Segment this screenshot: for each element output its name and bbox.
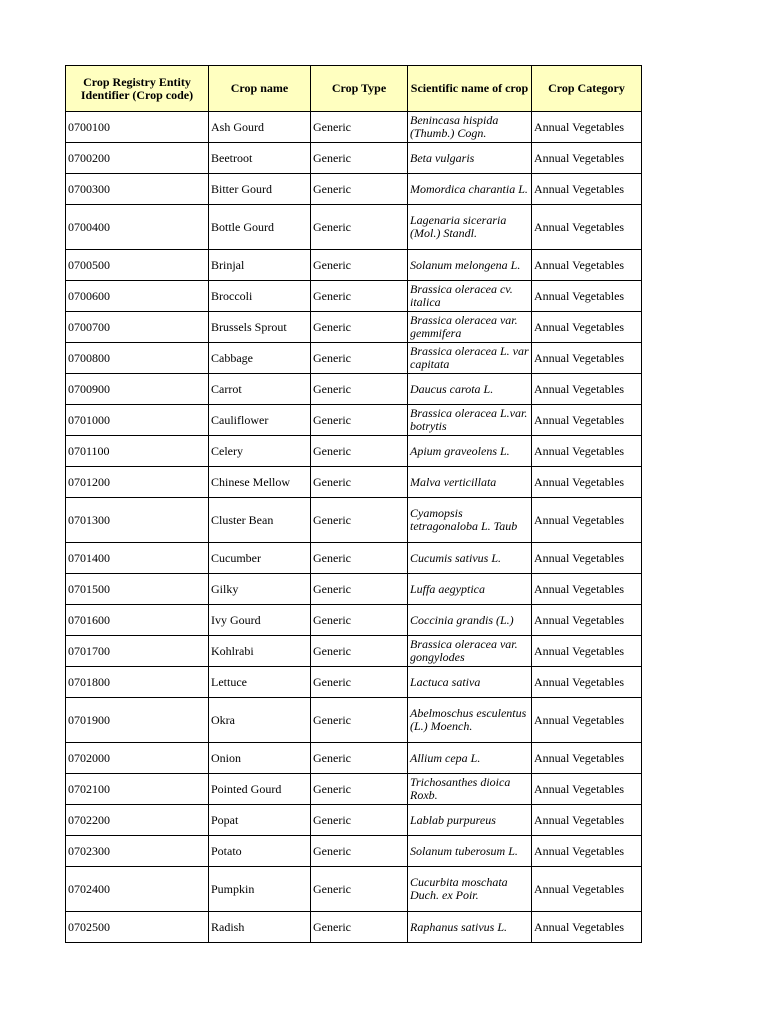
crop-name-cell: Celery: [209, 436, 311, 467]
header-crop-category: Crop Category: [532, 66, 642, 112]
crop-code-cell: 0700400: [66, 205, 209, 250]
crop-name-cell: Carrot: [209, 374, 311, 405]
scientific-name-cell: Lagenaria siceraria (Mol.) Standl.: [408, 205, 532, 250]
crop-code-cell: 0700100: [66, 112, 209, 143]
table-header: [66, 66, 642, 112]
crop-type-cell: Generic: [311, 436, 408, 467]
header-scientific-name: Scientific name of crop: [408, 66, 532, 112]
crop-code-cell: 0702200: [66, 805, 209, 836]
scientific-name-cell: Apium graveolens L.: [408, 436, 532, 467]
crop-category-cell: Annual Vegetables: [532, 374, 642, 405]
table-row: [66, 605, 642, 636]
table-row: [66, 143, 642, 174]
crop-name-cell: Pumpkin: [209, 867, 311, 912]
table-row: [66, 374, 642, 405]
crop-code-cell: 0701100: [66, 436, 209, 467]
table-row: [66, 405, 642, 436]
scientific-name-cell: Allium cepa L.: [408, 743, 532, 774]
crop-category-cell: Annual Vegetables: [532, 698, 642, 743]
table-row: [66, 343, 642, 374]
crop-name-cell: Ivy Gourd: [209, 605, 311, 636]
table-row: [66, 574, 642, 605]
table-row: [66, 805, 642, 836]
crop-name-cell: Okra: [209, 698, 311, 743]
crop-type-cell: Generic: [311, 667, 408, 698]
table-row: [66, 774, 642, 805]
crop-name-cell: Broccoli: [209, 281, 311, 312]
header-row: [66, 66, 642, 112]
crop-name-cell: Cluster Bean: [209, 498, 311, 543]
crop-type-cell: Generic: [311, 374, 408, 405]
crop-code-cell: 0701500: [66, 574, 209, 605]
table-row: [66, 174, 642, 205]
crop-name-cell: Cucumber: [209, 543, 311, 574]
crop-code-cell: 0701300: [66, 498, 209, 543]
crop-category-cell: Annual Vegetables: [532, 498, 642, 543]
table-body: [66, 112, 642, 943]
crop-code-cell: 0700600: [66, 281, 209, 312]
scientific-name-cell: Brassica oleracea var. gongylodes: [408, 636, 532, 667]
crop-code-cell: 0701400: [66, 543, 209, 574]
crop-type-cell: Generic: [311, 112, 408, 143]
crop-code-cell: 0701900: [66, 698, 209, 743]
crop-type-cell: Generic: [311, 836, 408, 867]
crop-code-cell: 0702000: [66, 743, 209, 774]
crop-name-cell: Cabbage: [209, 343, 311, 374]
crop-category-cell: Annual Vegetables: [532, 250, 642, 281]
crop-name-cell: Bitter Gourd: [209, 174, 311, 205]
crop-category-cell: Annual Vegetables: [532, 636, 642, 667]
crop-name-cell: Chinese Mellow: [209, 467, 311, 498]
scientific-name-cell: Solanum melongena L.: [408, 250, 532, 281]
table-row: [66, 312, 642, 343]
crop-name-cell: Radish: [209, 912, 311, 943]
crop-code-cell: 0702400: [66, 867, 209, 912]
crop-category-cell: Annual Vegetables: [532, 805, 642, 836]
crop-type-cell: Generic: [311, 698, 408, 743]
table-row: [66, 912, 642, 943]
crop-name-cell: Pointed Gourd: [209, 774, 311, 805]
scientific-name-cell: Lactuca sativa: [408, 667, 532, 698]
table-row: [66, 867, 642, 912]
crop-code-cell: 0701000: [66, 405, 209, 436]
crop-type-cell: Generic: [311, 143, 408, 174]
scientific-name-cell: Brassica oleracea L. var capitata: [408, 343, 532, 374]
crop-type-cell: Generic: [311, 343, 408, 374]
crop-name-cell: Brinjal: [209, 250, 311, 281]
scientific-name-cell: Luffa aegyptica: [408, 574, 532, 605]
scientific-name-cell: Brassica oleracea var. gemmifera: [408, 312, 532, 343]
crop-type-cell: Generic: [311, 805, 408, 836]
table-row: [66, 467, 642, 498]
crop-category-cell: Annual Vegetables: [532, 467, 642, 498]
crop-category-cell: Annual Vegetables: [532, 543, 642, 574]
table-row: [66, 667, 642, 698]
crop-name-cell: Cauliflower: [209, 405, 311, 436]
table-row: [66, 250, 642, 281]
header-crop-name: Crop name: [209, 66, 311, 112]
crop-category-cell: Annual Vegetables: [532, 743, 642, 774]
crop-name-cell: Ash Gourd: [209, 112, 311, 143]
scientific-name-cell: Daucus carota L.: [408, 374, 532, 405]
crop-type-cell: Generic: [311, 636, 408, 667]
crop-code-cell: 0700300: [66, 174, 209, 205]
crop-type-cell: Generic: [311, 281, 408, 312]
crop-category-cell: Annual Vegetables: [532, 312, 642, 343]
crop-code-cell: 0701600: [66, 605, 209, 636]
crop-name-cell: Gilky: [209, 574, 311, 605]
crop-name-cell: Kohlrabi: [209, 636, 311, 667]
crop-code-cell: 0700800: [66, 343, 209, 374]
scientific-name-cell: Solanum tuberosum L.: [408, 836, 532, 867]
crop-type-cell: Generic: [311, 867, 408, 912]
table-row: [66, 636, 642, 667]
scientific-name-cell: Brassica oleracea cv. italica: [408, 281, 532, 312]
table-row: [66, 205, 642, 250]
table-row: [66, 698, 642, 743]
table-row: [66, 743, 642, 774]
crop-type-cell: Generic: [311, 312, 408, 343]
scientific-name-cell: Benincasa hispida (Thumb.) Cogn.: [408, 112, 532, 143]
crop-code-cell: 0702300: [66, 836, 209, 867]
scientific-name-cell: Cucurbita moschata Duch. ex Poir.: [408, 867, 532, 912]
crop-type-cell: Generic: [311, 498, 408, 543]
crop-name-cell: Potato: [209, 836, 311, 867]
scientific-name-cell: Raphanus sativus L.: [408, 912, 532, 943]
crop-type-cell: Generic: [311, 912, 408, 943]
crop-code-cell: 0701800: [66, 667, 209, 698]
crop-category-cell: Annual Vegetables: [532, 143, 642, 174]
table-row: [66, 836, 642, 867]
crop-name-cell: Onion: [209, 743, 311, 774]
crop-category-cell: Annual Vegetables: [532, 774, 642, 805]
crop-category-cell: Annual Vegetables: [532, 574, 642, 605]
crop-category-cell: Annual Vegetables: [532, 667, 642, 698]
crop-type-cell: Generic: [311, 574, 408, 605]
crop-category-cell: Annual Vegetables: [532, 205, 642, 250]
crop-type-cell: Generic: [311, 250, 408, 281]
crop-category-cell: Annual Vegetables: [532, 912, 642, 943]
crop-name-cell: Brussels Sprout: [209, 312, 311, 343]
header-crop-code: Crop Registry Entity Identifier (Crop code): [66, 66, 209, 112]
scientific-name-cell: Beta vulgaris: [408, 143, 532, 174]
crop-category-cell: Annual Vegetables: [532, 605, 642, 636]
scientific-name-cell: Cucumis sativus L.: [408, 543, 532, 574]
table-row: [66, 112, 642, 143]
crop-type-cell: Generic: [311, 174, 408, 205]
crop-code-cell: 0700500: [66, 250, 209, 281]
crop-category-cell: Annual Vegetables: [532, 867, 642, 912]
crop-code-cell: 0702100: [66, 774, 209, 805]
crop-type-cell: Generic: [311, 205, 408, 250]
crop-code-cell: 0700200: [66, 143, 209, 174]
crop-name-cell: Beetroot: [209, 143, 311, 174]
crop-category-cell: Annual Vegetables: [532, 405, 642, 436]
scientific-name-cell: Brassica oleracea L.var. botrytis: [408, 405, 532, 436]
header-crop-type: Crop Type: [311, 66, 408, 112]
crop-type-cell: Generic: [311, 467, 408, 498]
crop-code-cell: 0702500: [66, 912, 209, 943]
crop-category-cell: Annual Vegetables: [532, 174, 642, 205]
crop-type-cell: Generic: [311, 743, 408, 774]
crop-category-cell: Annual Vegetables: [532, 281, 642, 312]
scientific-name-cell: Momordica charantia L.: [408, 174, 532, 205]
scientific-name-cell: Coccinia grandis (L.): [408, 605, 532, 636]
crop-registry-table: [65, 65, 642, 943]
crop-type-cell: Generic: [311, 774, 408, 805]
crop-type-cell: Generic: [311, 543, 408, 574]
crop-name-cell: Bottle Gourd: [209, 205, 311, 250]
crop-code-cell: 0700900: [66, 374, 209, 405]
crop-category-cell: Annual Vegetables: [532, 343, 642, 374]
crop-name-cell: Popat: [209, 805, 311, 836]
crop-category-cell: Annual Vegetables: [532, 112, 642, 143]
crop-name-cell: Lettuce: [209, 667, 311, 698]
crop-code-cell: 0701200: [66, 467, 209, 498]
crop-category-cell: Annual Vegetables: [532, 836, 642, 867]
crop-code-cell: 0701700: [66, 636, 209, 667]
crop-code-cell: 0700700: [66, 312, 209, 343]
scientific-name-cell: Lablab purpureus: [408, 805, 532, 836]
scientific-name-cell: Malva verticillata: [408, 467, 532, 498]
scientific-name-cell: Cyamopsis tetragonaloba L. Taub: [408, 498, 532, 543]
scientific-name-cell: Abelmoschus esculentus (L.) Moench.: [408, 698, 532, 743]
table-row: [66, 281, 642, 312]
table-row: [66, 436, 642, 467]
scientific-name-cell: Trichosanthes dioica Roxb.: [408, 774, 532, 805]
crop-type-cell: Generic: [311, 405, 408, 436]
table-row: [66, 543, 642, 574]
table-row: [66, 498, 642, 543]
crop-category-cell: Annual Vegetables: [532, 436, 642, 467]
crop-type-cell: Generic: [311, 605, 408, 636]
